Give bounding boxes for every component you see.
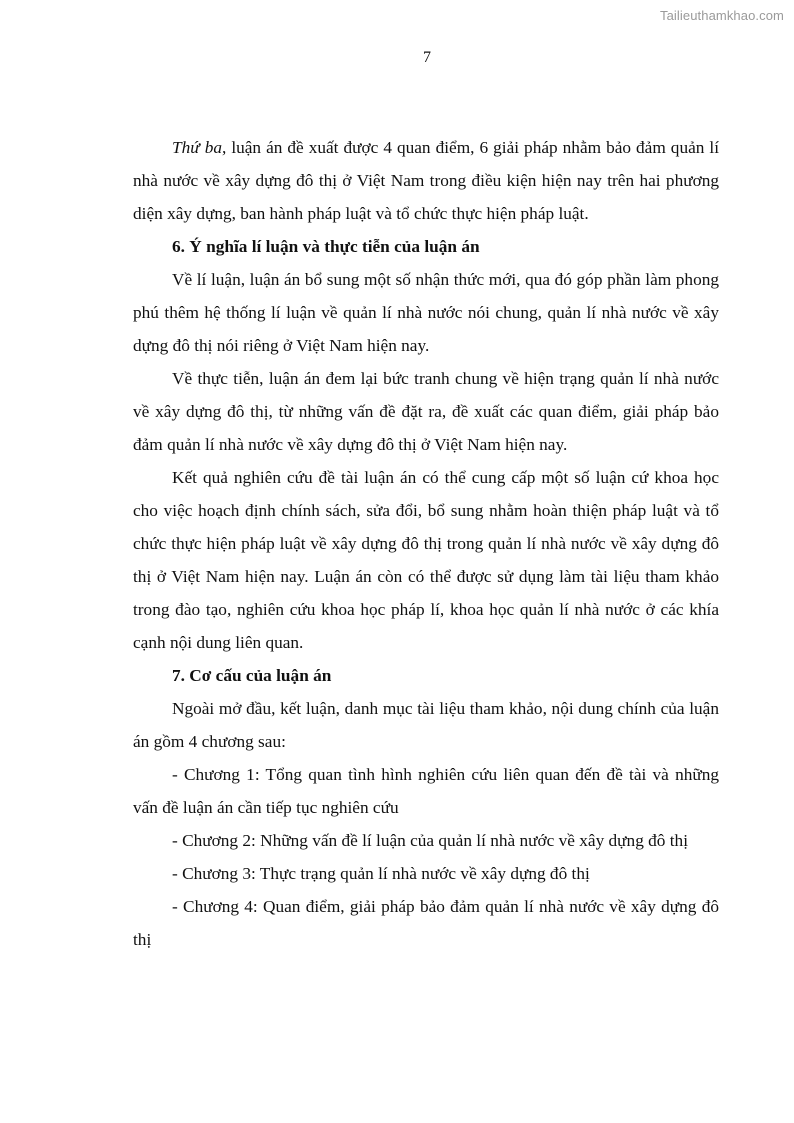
paragraph-thuc-tien: Về thực tiễn, luận án đem lại bức tranh chung về hiện trạng quản lí nhà nước về xây dựng đô thị, từ những vấn đề đặt ra, đề xuất các quan điểm, giải pháp bảo đảm quản lí nhà nước về xây dựng đô thị ở Việt Nam hiện nay. [133, 369, 719, 454]
paragraph-thu-ba [133, 131, 719, 230]
page-number: 7 [423, 49, 431, 66]
document-body [133, 131, 719, 956]
paragraph-text: , luận án đề xuất được 4 quan điểm, 6 giải pháp nhằm bảo đảm quản lí nhà nước về xây dựng đô thị ở Việt Nam trong điều kiện hiện nay trên hai phương diện xây dựng, ban hành pháp luật và tổ chức thực hiện pháp luật. [133, 138, 720, 223]
chapter-item-2: - Chương 2: Những vấn đề lí luận của quản lí nhà nước về xây dựng đô thị [172, 831, 688, 850]
paragraph-co-cau: Ngoài mở đầu, kết luận, danh mục tài liệu tham khảo, nội dung chính của luận án gồm 4 chương sau: [133, 699, 719, 751]
section-heading-6: 6. Ý nghĩa lí luận và thực tiễn của luận án [172, 237, 480, 256]
paragraph-lead-italic: Thứ ba [172, 138, 222, 157]
chapter-item-1: - Chương 1: Tổng quan tình hình nghiên cứu liên quan đến đề tài và những vấn đề luận án cần tiếp tục nghiên cứu [133, 765, 719, 817]
section-heading-7: 7. Cơ cấu của luận án [172, 666, 332, 685]
paragraph-ket-qua: Kết quả nghiên cứu đề tài luận án có thể cung cấp một số luận cứ khoa học cho việc hoạch định chính sách, sửa đổi, bổ sung nhằm hoàn thiện pháp luật và tổ chức thực hiện pháp luật về xây dựng đô thị trong quản lí nhà nước về xây dựng đô thị ở Việt Nam hiện nay. Luận án còn có thể được sử dụng làm tài liệu tham khảo trong đào tạo, nghiên cứu khoa học pháp lí, khoa học quản lí nhà nước ở các khía cạnh nội dung liên quan. [133, 468, 719, 652]
chapter-item-4: - Chương 4: Quan điểm, giải pháp bảo đảm quản lí nhà nước về xây dựng đô thị [133, 897, 719, 949]
watermark: Tailieuthamkhao.com [659, 8, 784, 23]
chapter-item-3: - Chương 3: Thực trạng quản lí nhà nước về xây dựng đô thị [172, 864, 590, 883]
paragraph-li-luan: Về lí luận, luận án bổ sung một số nhận thức mới, qua đó góp phần làm phong phú thêm hệ thống lí luận về quản lí nhà nước nói chung, quản lí nhà nước về xây dựng đô thị nói riêng ở Việt Nam hiện nay. [133, 270, 719, 355]
